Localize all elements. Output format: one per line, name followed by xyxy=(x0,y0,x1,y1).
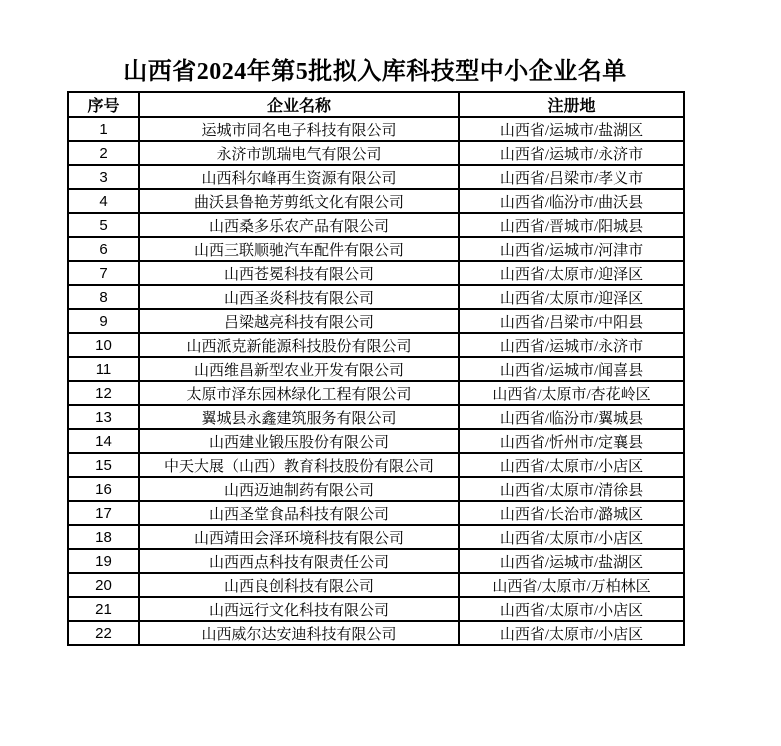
table-header xyxy=(68,92,684,117)
table-row xyxy=(68,477,684,501)
company-name-cell: 运城市同名电子科技有限公司 xyxy=(139,117,459,141)
table-row xyxy=(68,453,684,477)
company-name-cell: 山西良创科技有限公司 xyxy=(139,573,459,597)
company-name-cell: 山西桑多乐农产品有限公司 xyxy=(139,213,459,237)
company-name-cell: 山西派克新能源科技股份有限公司 xyxy=(139,333,459,357)
company-name-cell: 山西建业锻压股份有限公司 xyxy=(139,429,459,453)
table-row xyxy=(68,285,684,309)
registration-cell: 山西省/运城市/盐湖区 xyxy=(459,549,684,573)
row-index-cell: 16 xyxy=(68,477,139,501)
row-index-cell: 17 xyxy=(68,501,139,525)
row-index-cell: 15 xyxy=(68,453,139,477)
row-index-cell: 10 xyxy=(68,333,139,357)
row-index-cell: 4 xyxy=(68,189,139,213)
registration-cell: 山西省/临汾市/曲沃县 xyxy=(459,189,684,213)
row-index-cell: 9 xyxy=(68,309,139,333)
table-row xyxy=(68,549,684,573)
registration-cell: 山西省/吕梁市/孝义市 xyxy=(459,165,684,189)
registration-cell: 山西省/忻州市/定襄县 xyxy=(459,429,684,453)
row-index-cell: 3 xyxy=(68,165,139,189)
registration-cell: 山西省/太原市/迎泽区 xyxy=(459,261,684,285)
company-name-cell: 山西圣堂食品科技有限公司 xyxy=(139,501,459,525)
row-index-cell: 18 xyxy=(68,525,139,549)
table-row xyxy=(68,117,684,141)
page-title: 山西省2024年第5批拟入库科技型中小企业名单 xyxy=(123,59,627,85)
row-index-cell: 5 xyxy=(68,213,139,237)
registration-cell: 山西省/太原市/清徐县 xyxy=(459,477,684,501)
company-name-cell: 山西西点科技有限责任公司 xyxy=(139,549,459,573)
company-name-cell: 曲沃县鲁艳芳剪纸文化有限公司 xyxy=(139,189,459,213)
registration-cell: 山西省/吕梁市/中阳县 xyxy=(459,309,684,333)
table-row xyxy=(68,333,684,357)
company-table xyxy=(67,91,685,646)
table-row xyxy=(68,213,684,237)
table-row xyxy=(68,141,684,165)
header-registration: 注册地 xyxy=(459,92,684,117)
row-index-cell: 11 xyxy=(68,357,139,381)
company-name-cell: 山西迈迪制药有限公司 xyxy=(139,477,459,501)
row-index-cell: 6 xyxy=(68,237,139,261)
registration-cell: 山西省/运城市/永济市 xyxy=(459,333,684,357)
row-index-cell: 20 xyxy=(68,573,139,597)
registration-cell: 山西省/太原市/万柏林区 xyxy=(459,573,684,597)
table-row xyxy=(68,237,684,261)
header-index: 序号 xyxy=(68,92,139,117)
table-row xyxy=(68,597,684,621)
registration-cell: 山西省/运城市/永济市 xyxy=(459,141,684,165)
table-row xyxy=(68,573,684,597)
table-row xyxy=(68,381,684,405)
row-index-cell: 21 xyxy=(68,597,139,621)
table-row xyxy=(68,357,684,381)
registration-cell: 山西省/运城市/盐湖区 xyxy=(459,117,684,141)
row-index-cell: 14 xyxy=(68,429,139,453)
row-index-cell: 7 xyxy=(68,261,139,285)
registration-cell: 山西省/太原市/小店区 xyxy=(459,621,684,645)
registration-cell: 山西省/太原市/小店区 xyxy=(459,597,684,621)
company-name-cell: 吕梁越亮科技有限公司 xyxy=(139,309,459,333)
registration-cell: 山西省/临汾市/翼城县 xyxy=(459,405,684,429)
registration-cell: 山西省/运城市/闻喜县 xyxy=(459,357,684,381)
table-row xyxy=(68,309,684,333)
registration-cell: 山西省/太原市/迎泽区 xyxy=(459,285,684,309)
registration-cell: 山西省/太原市/小店区 xyxy=(459,453,684,477)
registration-cell: 山西省/太原市/杏花岭区 xyxy=(459,381,684,405)
row-index-cell: 19 xyxy=(68,549,139,573)
company-name-cell: 太原市泽东园林绿化工程有限公司 xyxy=(139,381,459,405)
table-body xyxy=(68,117,684,645)
table-row xyxy=(68,525,684,549)
company-name-cell: 山西三联顺驰汽车配件有限公司 xyxy=(139,237,459,261)
row-index-cell: 8 xyxy=(68,285,139,309)
company-name-cell: 山西威尔达安迪科技有限公司 xyxy=(139,621,459,645)
row-index-cell: 13 xyxy=(68,405,139,429)
row-index-cell: 12 xyxy=(68,381,139,405)
company-name-cell: 山西远行文化科技有限公司 xyxy=(139,597,459,621)
company-name-cell: 中天大展（山西）教育科技股份有限公司 xyxy=(139,453,459,477)
row-index-cell: 22 xyxy=(68,621,139,645)
company-name-cell: 翼城县永鑫建筑服务有限公司 xyxy=(139,405,459,429)
row-index-cell: 1 xyxy=(68,117,139,141)
company-name-cell: 山西圣炎科技有限公司 xyxy=(139,285,459,309)
table-row xyxy=(68,429,684,453)
table-row xyxy=(68,189,684,213)
table-row xyxy=(68,261,684,285)
registration-cell: 山西省/太原市/小店区 xyxy=(459,525,684,549)
header-company-name: 企业名称 xyxy=(139,92,459,117)
row-index-cell: 2 xyxy=(68,141,139,165)
company-name-cell: 山西靖田会泽环境科技有限公司 xyxy=(139,525,459,549)
registration-cell: 山西省/晋城市/阳城县 xyxy=(459,213,684,237)
header-row xyxy=(68,92,684,117)
registration-cell: 山西省/运城市/河津市 xyxy=(459,237,684,261)
table-row xyxy=(68,621,684,645)
registration-cell: 山西省/长治市/潞城区 xyxy=(459,501,684,525)
table-row xyxy=(68,165,684,189)
table-row xyxy=(68,501,684,525)
company-name-cell: 永济市凯瑞电气有限公司 xyxy=(139,141,459,165)
company-name-cell: 山西维昌新型农业开发有限公司 xyxy=(139,357,459,381)
table-row xyxy=(68,405,684,429)
company-name-cell: 山西科尔峰再生资源有限公司 xyxy=(139,165,459,189)
company-name-cell: 山西苍冕科技有限公司 xyxy=(139,261,459,285)
